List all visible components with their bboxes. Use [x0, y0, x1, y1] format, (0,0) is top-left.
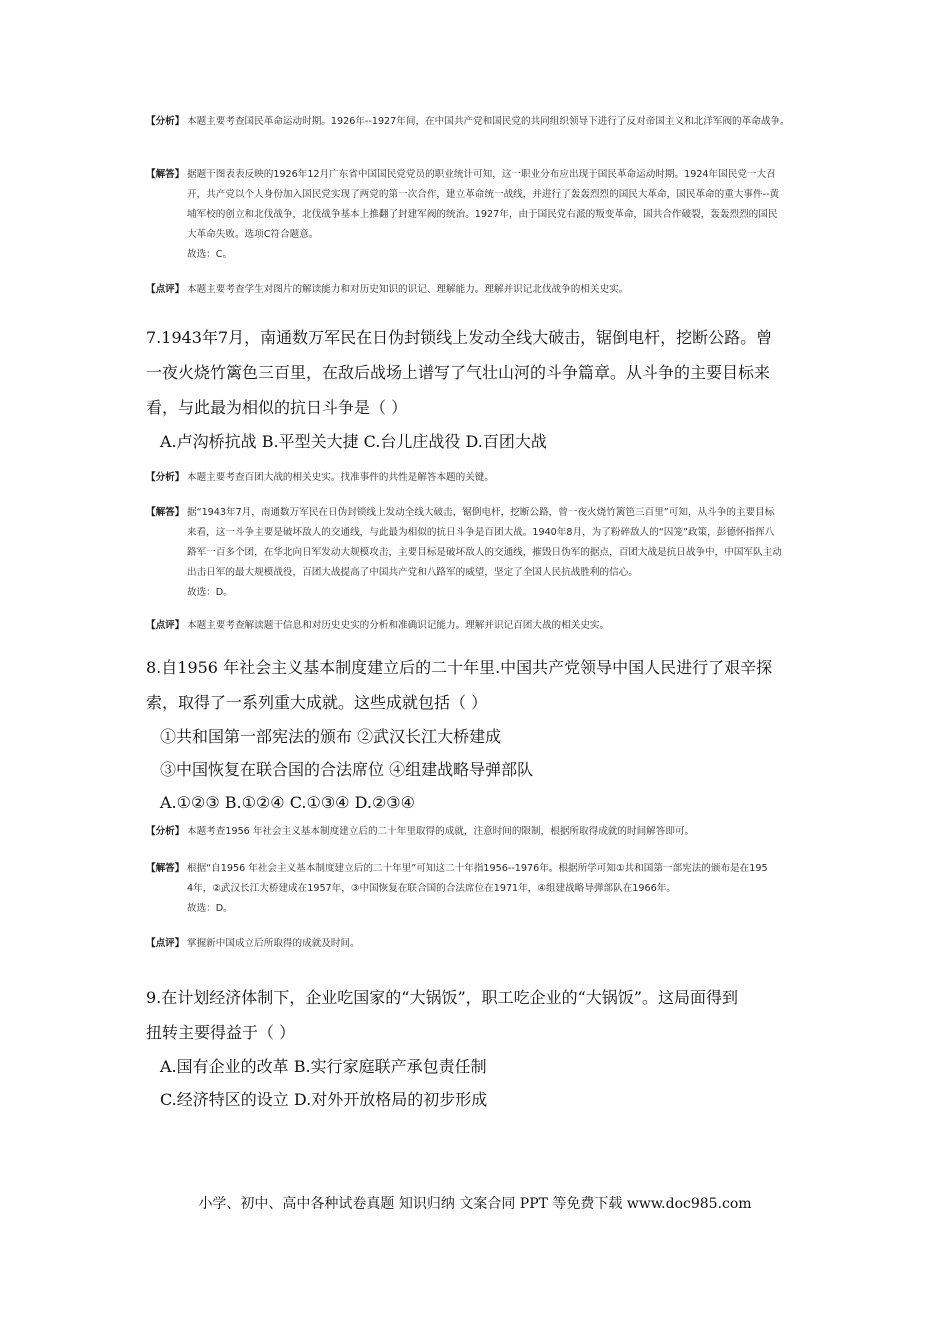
comment-text: 掌握新中国成立后所取得的成就及时间。: [187, 938, 360, 949]
answer-tag: 【解答】: [146, 507, 185, 518]
question-options: C.经济特区的设立 D.对外开放格局的初步形成: [160, 1090, 488, 1109]
comment-text: 本题主要考查学生对图片的解读能力和对历史知识的识记、理解能力。理解并识记北伐战争的相关史实。: [187, 284, 629, 295]
q8-analysis: [146, 822, 866, 842]
question-line: 7.1943年7月，南通数万军民在日伪封锁线上发动全线大破击，锯倒电杆，挖断公路。曾: [146, 328, 773, 347]
analysis-text: 本题主要考查百团大战的相关史实。找准事件的共性是解答本题的关键。: [187, 472, 494, 483]
q8-answer: [146, 859, 866, 919]
question-line: 8.自1956 年社会主义基本制度建立后的二十年里.中国共产党领导中国人民进行了艰辛探: [146, 658, 773, 677]
q6-answer: [146, 165, 866, 265]
question-7: [146, 320, 826, 458]
comment-text: 本题主要考查解读题干信息和对历史史实的分析和准确识记能力。理解并识记百团大战的相关史实。: [187, 620, 610, 631]
question-options: A.卢沟桥抗战 B.平型关大捷 C.台儿庄战役 D.百团大战: [160, 432, 547, 451]
answer-line: 开，共产党以个人身份加入国民党实现了两党的第一次合作，建立革命统一战线，并进行了轰轰烈烈的国民大革命，国民革命的重大事件--黄: [187, 189, 780, 200]
statement-item: ①共和国第一部宪法的颁布 ②武汉长江大桥建成: [160, 727, 502, 746]
answer-tag: 【解答】: [146, 169, 185, 180]
answer-line: 故选：C。: [187, 249, 233, 260]
answer-line: 出击日军的最大规模战役，百团大战提高了中国共产党和八路军的威望，坚定了全国人民抗战胜利的信心。: [187, 567, 638, 578]
q7-analysis: [146, 468, 866, 488]
analysis-tag: 【分析】: [146, 116, 185, 127]
question-8: [146, 650, 826, 819]
question-line: 一夜火烧竹篱色三百里，在敌后战场上谱写了气壮山河的斗争篇章。从斗争的主要目标来: [146, 363, 771, 382]
analysis-tag: 【分析】: [146, 472, 185, 483]
answer-line: 故选：D。: [187, 587, 233, 598]
q7-comment: [146, 616, 866, 636]
answer-line: 4年，②武汉长江大桥建成在1957年，③中国恢复在联合国的合法席位在1971年，④组建战略导弹部队在1966年。: [187, 883, 676, 894]
comment-tag: 【点评】: [146, 620, 185, 631]
question-9: [146, 980, 826, 1116]
question-line: 索，取得了一系列重大成就。这些成就包括（ ）: [146, 693, 488, 712]
answer-line: 根据“自1956 年社会主义基本制度建立后的二十年里”可知这二十年指1956--1976年。根据所学可知①共和国第一部宪法的颁布是在195: [187, 863, 768, 874]
answer-tag: 【解答】: [146, 863, 185, 874]
q7-answer: [146, 503, 866, 603]
question-options: A.国有企业的改革 B.实行家庭联产承包责任制: [160, 1057, 487, 1076]
question-options: A.①②③ B.①②④ C.①③④ D.②③④: [160, 793, 415, 812]
answer-line: 故选：D。: [187, 903, 233, 914]
answer-line: 据“1943年7月，南通数万军民在日伪封锁线上发动全线大破击，锯倒电杆，挖断公路，曾一夜火烧竹篱笆三百里”可知，从斗争的主要目标: [187, 507, 775, 518]
answer-line: 路军一百多个团，在华北向日军发动大规模攻击，主要目标是破坏敌人的交通线，摧毁日伪军的据点，百团大战是抗日战争中，中国军队主动: [187, 547, 782, 558]
q6-comment: [146, 280, 866, 300]
question-line: 9.在计划经济体制下，企业吃国家的“大锅饭”，职工吃企业的“大锅饭”。这局面得到: [146, 988, 738, 1007]
comment-tag: 【点评】: [146, 284, 185, 295]
q8-comment: [146, 934, 866, 954]
comment-tag: 【点评】: [146, 938, 185, 949]
analysis-text: 本题考查1956 年社会主义基本制度建立后的二十年里取得的成就，注意时间的限制，根据所取得成就的时间解答即可。: [187, 826, 695, 837]
analysis-tag: 【分析】: [146, 826, 185, 837]
answer-line: 据题干图表表反映的1926年12月广东省中国国民党党员的职业统计可知，这一职业分布应出现于国民革命运动时期。1924年国民党一大召: [187, 169, 776, 180]
statement-item: ③中国恢复在联合国的合法席位 ④组建战略导弹部队: [160, 760, 534, 779]
question-line: 扭转主要得益于（ ）: [146, 1023, 296, 1042]
analysis-text: 本题主要考查国民革命运动时期。1926年--1927年间，在中国共产党和国民党的共同组织领导下进行了反对帝国主义和北洋军阀的革命战争。: [187, 116, 790, 127]
answer-line: 大革命失败。选项C符合题意。: [187, 229, 319, 240]
answer-line: 来看，这一斗争主要是破坏敌人的交通线，与此最为相似的抗日斗争是百团大战。1940年8月，为了粉碎敌人的“囚笼”政策，彭德怀指挥八: [187, 527, 775, 538]
q6-analysis: [146, 112, 866, 132]
answer-line: 埔军校的创立和北伐战争，北伐战争基本上推翻了封建军阀的统治。1927年，由于国民党右派的叛变革命，国共合作破裂，轰轰烈烈的国民: [187, 209, 778, 220]
page-footer: 小学、初中、高中各种试卷真题 知识归纳 文案合同 PPT 等免费下载 www.doc985.com: [198, 1196, 752, 1212]
question-line: 看，与此最为相似的抗日斗争是（ ）: [146, 398, 408, 417]
